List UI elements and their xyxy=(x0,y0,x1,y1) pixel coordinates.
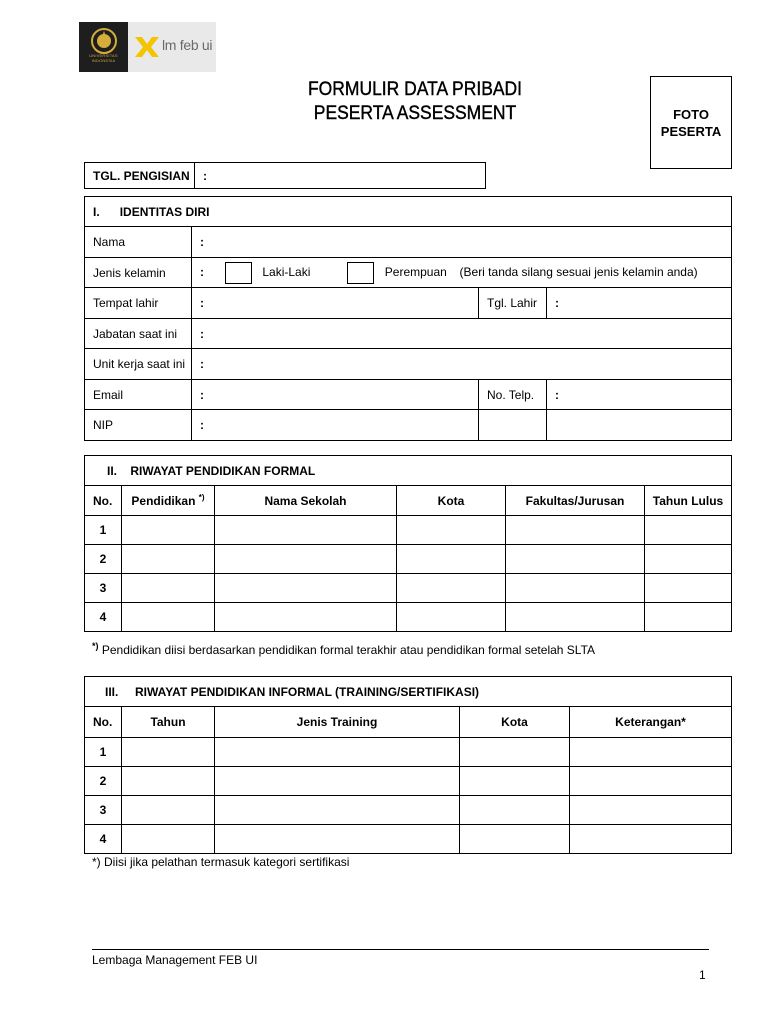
page-number: 1 xyxy=(699,968,706,982)
table-cell[interactable] xyxy=(645,574,732,603)
table-cell[interactable] xyxy=(122,796,215,825)
table-cell[interactable] xyxy=(397,516,506,545)
table-row xyxy=(85,516,732,545)
empty-cell xyxy=(479,410,547,441)
table-cell[interactable] xyxy=(215,738,460,767)
footnote-text: Pendidikan diisi berdasarkan pendidikan formal terakhir atau pendidikan formal setelah SLTA xyxy=(101,643,596,657)
table-row xyxy=(85,603,732,632)
title-line-1: FORMULIR DATA PRIBADI xyxy=(307,79,522,100)
table-cell[interactable] xyxy=(122,767,215,796)
colon: : xyxy=(555,387,559,402)
no-telp-label: No. Telp. xyxy=(479,380,547,410)
table-cell[interactable] xyxy=(122,545,215,574)
section-number: I. xyxy=(93,204,100,219)
table-cell[interactable] xyxy=(460,767,570,796)
tgl-lahir-label: Tgl. Lahir xyxy=(479,288,547,319)
photo-label-2: PESERTA xyxy=(660,123,722,139)
row-number: 3 xyxy=(85,574,122,603)
col-header-tahun-lulus: Tahun Lulus xyxy=(645,486,732,516)
row-number: 4 xyxy=(85,825,122,854)
nama-label: Nama xyxy=(85,227,192,258)
footnote-mark: *) xyxy=(198,493,205,502)
email-field[interactable] xyxy=(192,380,479,410)
row-number: 1 xyxy=(85,738,122,767)
seal-text: UNIVERSITAS INDONESIA xyxy=(89,53,118,63)
unit-kerja-label: Unit kerja saat ini xyxy=(85,349,192,380)
no-telp-field[interactable] xyxy=(547,380,732,410)
title-line-2: PESERTA ASSESSMENT xyxy=(313,103,517,124)
colon: : xyxy=(555,296,559,310)
table-cell[interactable] xyxy=(122,516,215,545)
table-row xyxy=(85,738,732,767)
footer-org: Lembaga Management FEB UI xyxy=(92,953,258,967)
colon: : xyxy=(200,235,204,249)
table-cell[interactable] xyxy=(570,796,732,825)
table-cell[interactable] xyxy=(122,574,215,603)
nama-field[interactable] xyxy=(192,227,732,258)
lm-cross-logo-icon xyxy=(132,32,162,62)
table-cell[interactable] xyxy=(122,603,215,632)
col-header-nama-sekolah: Nama Sekolah xyxy=(215,486,397,516)
section-title: RIWAYAT PENDIDIKAN INFORMAL (TRAINING/SERTIFIKASI) xyxy=(135,684,480,699)
colon: : xyxy=(200,387,204,402)
colon: : xyxy=(200,418,204,432)
table-cell[interactable] xyxy=(645,545,732,574)
pendidikan-informal-table xyxy=(84,676,732,854)
colon: : xyxy=(200,357,204,371)
empty-cell xyxy=(547,410,732,441)
jenis-kelamin-label: Jenis kelamin xyxy=(85,258,192,288)
tgl-lahir-field[interactable] xyxy=(547,288,732,319)
laki-laki-label: Laki-Laki xyxy=(262,264,311,279)
table-cell[interactable] xyxy=(215,603,397,632)
section-3-header xyxy=(85,677,732,707)
row-number: 1 xyxy=(85,516,122,545)
table-row xyxy=(85,825,732,854)
table-cell[interactable] xyxy=(397,545,506,574)
col-header-pendidikan xyxy=(122,486,215,516)
pendidikan-header-text: Pendidikan xyxy=(131,494,196,508)
table-row xyxy=(85,796,732,825)
row-number: 2 xyxy=(85,545,122,574)
row-number: 4 xyxy=(85,603,122,632)
section-number: II. xyxy=(107,463,118,478)
table-cell[interactable] xyxy=(570,767,732,796)
colon: : xyxy=(200,326,204,341)
table-cell[interactable] xyxy=(122,825,215,854)
jabatan-label: Jabatan saat ini xyxy=(85,319,192,349)
perempuan-checkbox[interactable] xyxy=(347,262,374,284)
table-cell[interactable] xyxy=(215,825,460,854)
table-cell[interactable] xyxy=(645,603,732,632)
jenis-kelamin-field xyxy=(192,258,732,288)
makara-seal-icon xyxy=(90,27,118,55)
tempat-lahir-label: Tempat lahir xyxy=(85,288,192,319)
section-number: III. xyxy=(105,684,119,699)
table-cell[interactable] xyxy=(506,545,645,574)
table-cell[interactable] xyxy=(506,603,645,632)
email-label: Email xyxy=(85,380,192,410)
table-cell[interactable] xyxy=(645,516,732,545)
footnote-mark: *) xyxy=(92,641,99,651)
row-number: 3 xyxy=(85,796,122,825)
table-cell[interactable] xyxy=(460,738,570,767)
table-row xyxy=(85,545,732,574)
photo-label-1: FOTO xyxy=(673,106,709,122)
page-title xyxy=(245,78,585,126)
col-header-kota: Kota xyxy=(460,707,570,738)
table-cell[interactable] xyxy=(397,574,506,603)
table-cell[interactable] xyxy=(215,516,397,545)
table-cell[interactable] xyxy=(215,767,460,796)
col-header-tahun: Tahun xyxy=(122,707,215,738)
table-row xyxy=(85,574,732,603)
colon: : xyxy=(200,296,204,310)
section-1-header xyxy=(85,197,732,227)
nip-field[interactable] xyxy=(192,410,479,441)
unit-kerja-field[interactable] xyxy=(192,349,732,380)
col-header-fakultas: Fakultas/Jurusan xyxy=(506,486,645,516)
table-cell[interactable] xyxy=(215,574,397,603)
table-cell[interactable] xyxy=(506,574,645,603)
table-row xyxy=(85,767,732,796)
section-title: IDENTITAS DIRI xyxy=(119,204,210,219)
laki-laki-checkbox[interactable] xyxy=(225,262,252,284)
col-header-no: No. xyxy=(85,486,122,516)
tgl-pengisian-label: TGL. PENGISIAN xyxy=(85,163,195,189)
col-header-keterangan: Keterangan* xyxy=(570,707,732,738)
tgl-pengisian-field[interactable] xyxy=(195,163,486,189)
photo-box[interactable] xyxy=(650,76,732,169)
pendidikan-formal-table xyxy=(84,455,732,632)
perempuan-label: Perempuan xyxy=(384,264,447,279)
table-cell[interactable] xyxy=(215,545,397,574)
table-cell[interactable] xyxy=(397,603,506,632)
col-header-no: No. xyxy=(85,707,122,738)
table-cell[interactable] xyxy=(460,796,570,825)
tgl-pengisian-table xyxy=(84,162,486,189)
identitas-diri-table xyxy=(84,196,732,441)
col-header-kota: Kota xyxy=(397,486,506,516)
tempat-lahir-field[interactable] xyxy=(192,288,479,319)
footer-divider xyxy=(92,949,709,950)
gender-note: (Beri tanda silang sesuai jenis kelamin anda) xyxy=(459,264,698,279)
jabatan-field[interactable] xyxy=(192,319,732,349)
table-cell[interactable] xyxy=(215,796,460,825)
section-2-footnote xyxy=(92,641,595,657)
nip-label: NIP xyxy=(85,410,192,441)
table-cell[interactable] xyxy=(122,738,215,767)
row-number: 2 xyxy=(85,767,122,796)
section-3-footnote: *) Diisi jika pelathan termasuk kategori sertifikasi xyxy=(92,855,350,869)
table-cell[interactable] xyxy=(460,825,570,854)
colon: : xyxy=(203,168,207,183)
col-header-jenis-training: Jenis Training xyxy=(215,707,460,738)
table-cell[interactable] xyxy=(570,825,732,854)
table-cell[interactable] xyxy=(506,516,645,545)
table-cell[interactable] xyxy=(570,738,732,767)
section-title: RIWAYAT PENDIDIKAN FORMAL xyxy=(130,463,316,478)
lm-feb-ui-logo-text: lm feb ui xyxy=(162,37,213,53)
colon: : xyxy=(200,264,204,279)
section-2-header xyxy=(85,456,732,486)
